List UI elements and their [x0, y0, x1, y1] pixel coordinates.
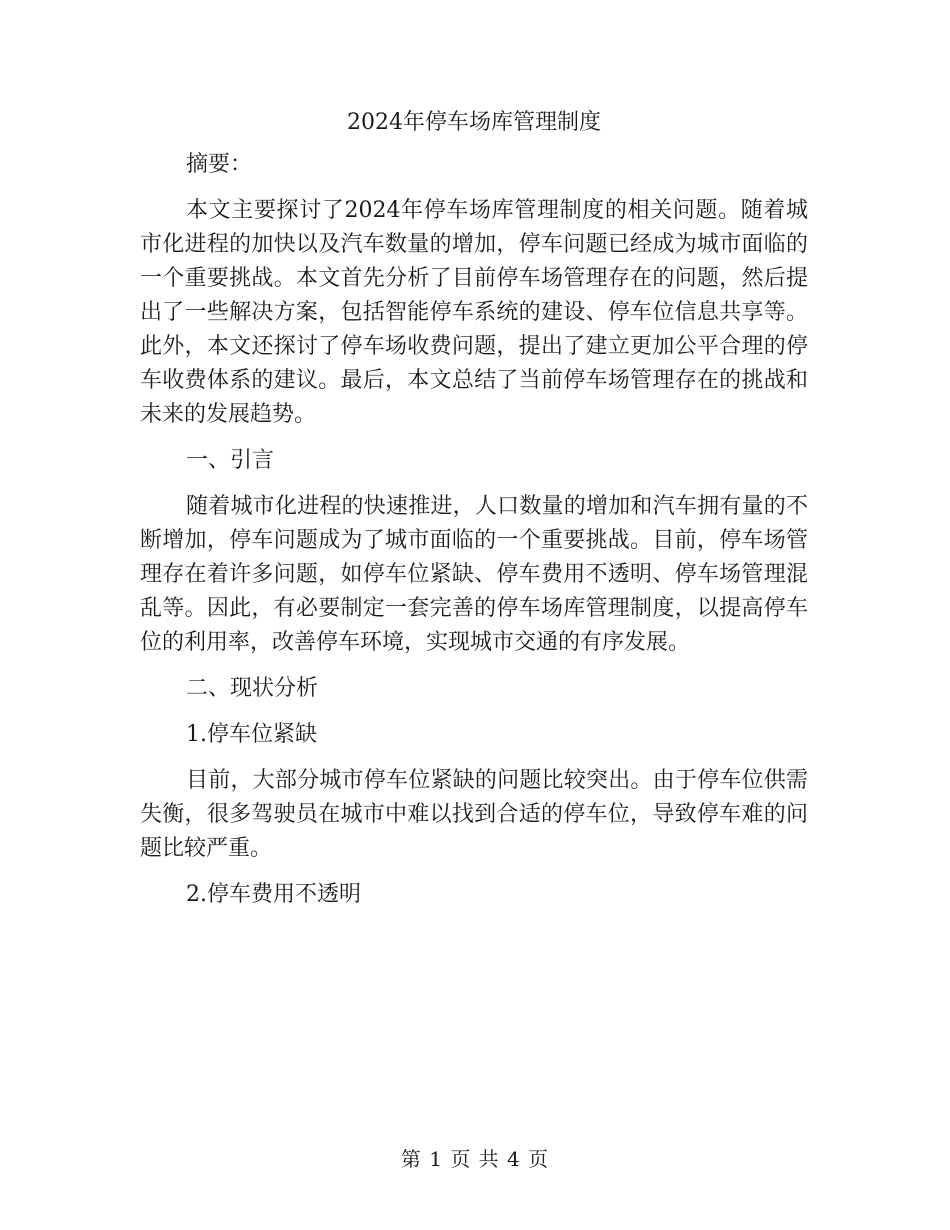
- section-heading-analysis: 二、现状分析: [186, 676, 319, 701]
- abstract-label: 摘要：: [186, 152, 253, 177]
- introduction-paragraph: 随着城市化进程的快速推进，人口数量的增加和汽车拥有量的不断增加，停车问题成为了城市面临的一个重要挑战。目前，停车场管理存在着许多问题，如停车位紧缺、停车费用不透明、停车场管理混乱等。因此，有必要制定一套完善的停车场库管理制度，以提高停车位的利用率，改善停车环境，实现城市交通的有序发展。: [140, 494, 808, 655]
- subsection-heading-parking-shortage: 1.停车位紧缺: [186, 722, 317, 747]
- section-heading-introduction: 一、引言: [186, 448, 275, 473]
- document-title: 2024年停车场库管理制度: [347, 110, 601, 135]
- page-number-footer: 第 1 页 共 4 页: [400, 1147, 550, 1171]
- parking-shortage-paragraph: 目前，大部分城市停车位紧缺的问题比较突出。由于停车位供需失衡，很多驾驶员在城市中难以找到合适的停车位，导致停车难的问题比较严重。: [140, 768, 808, 861]
- subsection-heading-fee-transparency: 2.停车费用不透明: [186, 882, 361, 907]
- document-body: [140, 98, 808, 924]
- abstract-paragraph: 本文主要探讨了2024年停车场库管理制度的相关问题。随着城市化进程的加快以及汽车数量的增加，停车问题已经成为城市面临的一个重要挑战。本文首先分析了目前停车场管理存在的问题，然后提出了一些解决方案，包括智能停车系统的建设、停车位信息共享等。此外，本文还探讨了停车场收费问题，提出了建立更加公平合理的停车收费体系的建议。最后，本文总结了当前停车场管理存在的挑战和未来的发展趋势。: [140, 198, 808, 427]
